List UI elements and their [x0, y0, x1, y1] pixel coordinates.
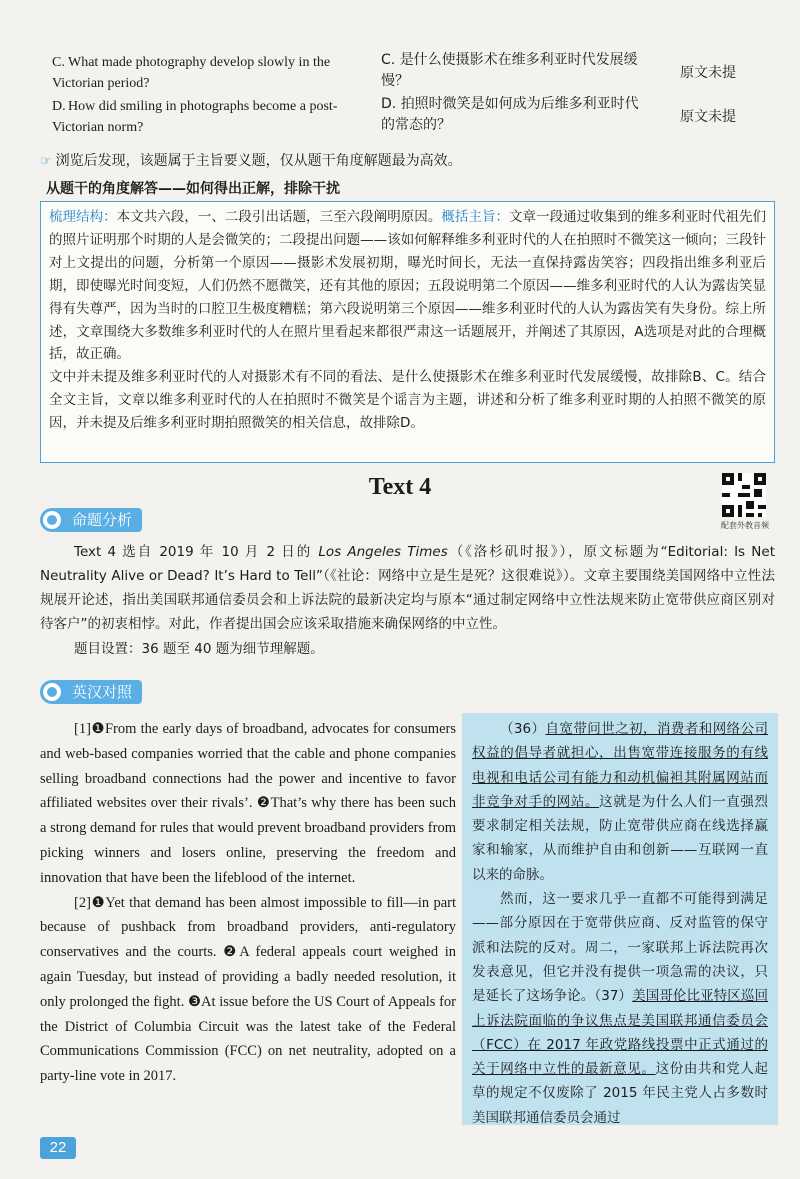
- english-paragraph-2: [2]❶Yet that demand has been almost impossible to fill—in part because of pushback from broadband providers, anti-regulatory conservatives and the courts. ❷A federal appeals court weighed in again Tuesday, but instead of providing a badly needed resolution, it only prolonged the fight. ❸At issue before the US Court of Appeals for the District of Columbia Circuit was the latest take of the Federal Communications Commission (FCC) on net neutrality, adopted on a party-line vote in 2017.: [40, 894, 456, 1085]
- chinese-paragraph-2: 然而，这一要求几乎一直都不可能得到满足——部分原因在于宽带供应商、反对监管的保守派和法院的反对。周二，一家联邦上诉法院再次发表意见，但它并没有提供一项急需的决议，只是延长了这场争论。（37）美国哥伦比亚特区巡回上诉法院面临的争议焦点是美国联邦通信委员会（FCC）在 2017 年政党路线投票中正式通过的关于网络中立性的最新意见。这份由共和党人起草的规定不仅废除了 2015 年民主党人占多数时美国联邦通信委员会通过: [472, 891, 769, 1126]
- question-setting: 题目设置：36 题至 40 题为细节理解题。: [74, 641, 324, 657]
- analysis-box: [40, 201, 775, 463]
- pointing-hand-icon: ☞: [40, 154, 52, 169]
- option-c-chinese: C. 是什么使摄影术在维多利亚时代发展缓慢？: [381, 52, 638, 89]
- english-column: [40, 717, 456, 1089]
- structure-label: 梳理结构：: [49, 209, 117, 225]
- theme-text: 文章一段通过收集到的维多利亚时代祖先们的照片证明那个时期的人是会微笑的；二段提出问题——该如何解释维多利亚时代的人在拍照时不微笑这一倾向；三段针对上文提出的问题，分析第一个原因——摄影术发展初期，曝光时间长，无法一直保持露齿笑容；四段指出维多利亚后期，即使曝光时间变短，人们仍然不愿微笑，还有其他的原因；五段说明第二个原因——维多利亚时代的人认为露齿笑显得有失尊严，因为当时的口腔卫生极度糟糕；第六段说明第三个原因——维多利亚时代的人认为露齿笑有失身份。综上所述，文章围绕大多数维多利亚时代的人在照片里看起来都很严肃这一话题展开，并阐述了其原因，A选项是对此的合理概括，故正确。: [49, 209, 767, 363]
- intro-source: Los Angeles Times: [318, 544, 448, 560]
- tip-line: ☞ 浏览后发现，该题属于主旨要义题，仅从题干角度解题最为高效。: [40, 153, 462, 169]
- intro-paragraph: Text 4 选自 2019 年 10 月 2 日的 Los Angeles Times（《洛杉矶时报》），原文标题为“Editorial: Is Net Neutrality Alive or Dead? It’s Hard to Tell”（《社论：网络中立是生是死？这很难说》）。文章主要围绕美国网络中立性法规展开论述，指出美国联邦通信委员会和上诉法院的最新决定均与原本“通过制定网络中立性法规来防止宽带供应商区别对待客户”的初衷相悖。对此，作者提出国会应该采取措施来确保网络的中立性。: [40, 544, 775, 632]
- option-d-english: D. How did smiling in photographs become a post-Victorian norm?: [52, 99, 338, 135]
- section-tag-bilingual: 英汉对照: [40, 680, 142, 704]
- section-tag-analysis: 命题分析: [40, 508, 142, 532]
- text4-title: Text 4: [368, 474, 432, 500]
- theme-label: 概括主旨：: [441, 209, 510, 225]
- exclude-text: 文中并未提及维多利亚时代的人对摄影术有不同的看法、是什么使摄影术在维多利亚时代发展缓慢，故排除B、C。结合全文主旨，文章以维多利亚时代的人在拍照时不微笑是个谣言为主题，讲述和分析了维多利亚时期的人拍照不微笑的原因，并未提及后维多利亚时期拍照微笑的相关信息，故排除D。: [49, 369, 766, 432]
- qr-caption: 配套外教音频: [721, 521, 769, 530]
- page-number: 22: [40, 1137, 76, 1159]
- chinese-paragraph-1: （36）自宽带问世之初，消费者和网络公司权益的倡导者就担心，出售宽带连接服务的有线电视和电话公司有能力和动机偏袒其附属网站而非竞争对手的网站。这就是为什么人们一直强烈要求制定相关法规，防止宽带供应商在线选择赢家和输家，从而维护自由和创新——互联网一直以来的命脉。: [472, 721, 768, 883]
- search-icon: [43, 511, 61, 529]
- option-d-note: 原文未提: [680, 109, 736, 125]
- structure-text: 本文共六段，一、二段引出话题，三至六段阐明原因。: [116, 209, 442, 225]
- search-icon: [43, 683, 61, 701]
- option-d-chinese: D. 拍照时微笑是如何成为后维多利亚时代的常态的？: [381, 96, 639, 133]
- chinese-column: [462, 713, 778, 1125]
- option-c-english: C. What made photography develop slowly in the Victorian period?: [52, 55, 331, 91]
- english-paragraph-1: [1]❶From the early days of broadband, advocates for consumers and web-based companies worried that the cable and phone companies selling broadband connections had the power and incentive to favor affiliated websites over their rivals’. ❷That’s why there has been such a strong demand for rules that would prevent broadband providers from picking winners and losers online, preserving the freedom and innovation that have been the lifeblood of the internet.: [40, 721, 456, 886]
- solve-heading: 从题干的角度解答——如何得出正解，排除干扰: [46, 181, 340, 197]
- option-c-note: 原文未提: [680, 65, 736, 81]
- qr-code-icon[interactable]: [722, 473, 766, 517]
